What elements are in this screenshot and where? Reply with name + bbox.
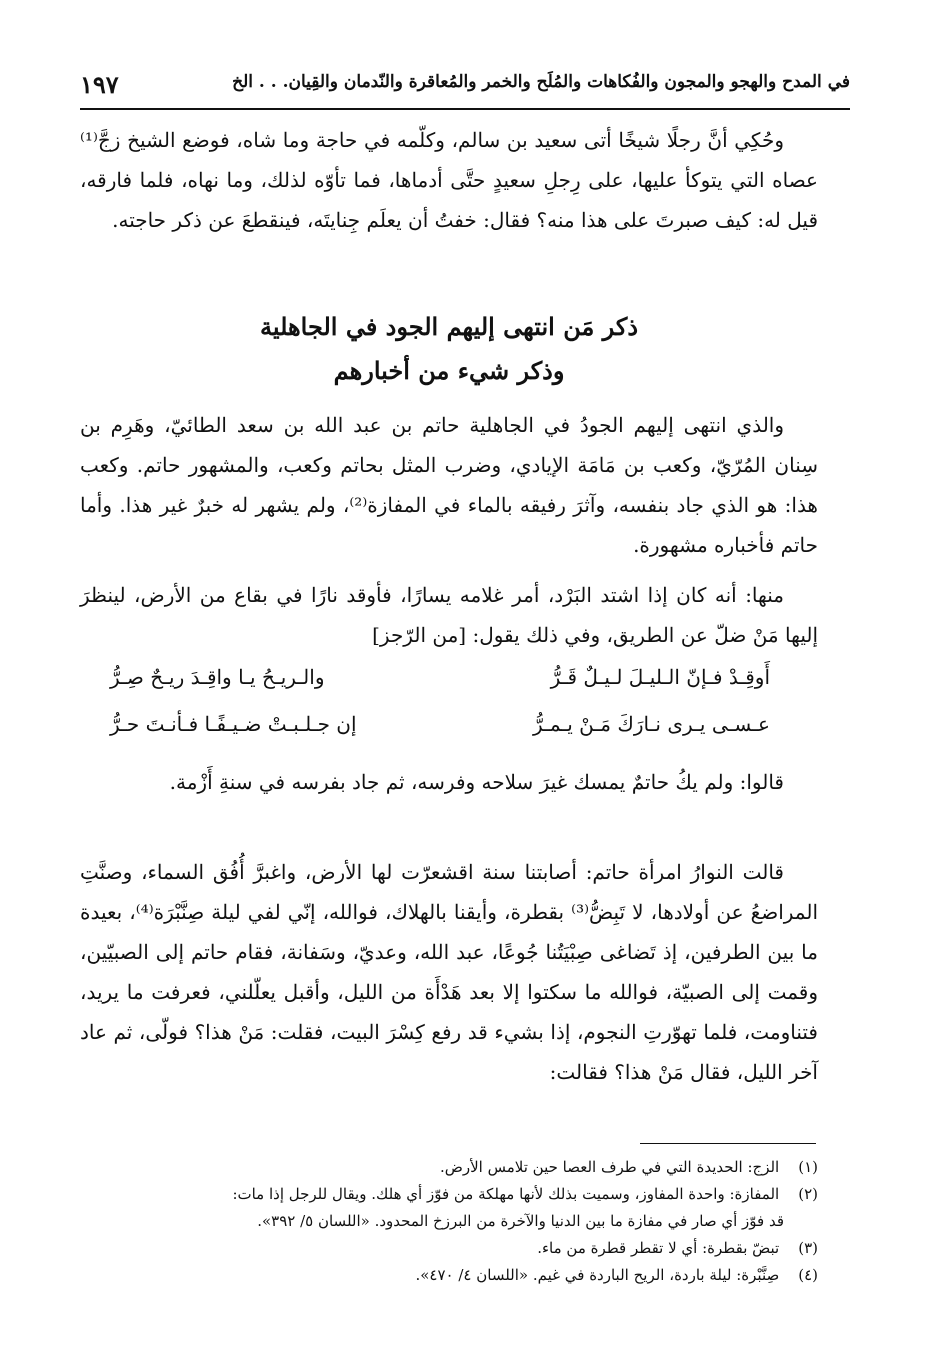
paragraph-text: وحُكِي أنَّ رجلًا شيخًا أتى سعيد بن سالم، وكلّمه في حاجة وما شاه، فوضع الشيخ زجَّ⁽¹⁾ عصاه التي يتوكأ عليها، على رِجلِ سعيدٍ حتَّى أدماها، فما تأوّه لذلك، وما نهاه، فلما فارقه، قيل له: كيف صبرتَ على هذا منه؟ فقال: خفتُ أن يعلَم جِنايتَه، فينقطعَ عن ذكر حاجته. <box>80 128 818 232</box>
paragraph-horse <box>80 762 818 802</box>
footnote-number: (٢) <box>798 1185 818 1203</box>
section-heading-line-2: وذكر شيء من أخبارهم <box>333 356 565 385</box>
poem-verse-1 <box>110 665 770 705</box>
footnote-number: (١) <box>798 1158 818 1176</box>
footnote-2 <box>80 1181 818 1235</box>
verse-first-hemistich: أَوقِـدْ فـإنّ الـليـلَ لـيـلٌ قَـرُّ <box>550 665 770 689</box>
running-title: في المدح والهجو والمجون والفُكاهات والمُلَح والخمر والمُعاقرة والنّدمان والقِيان. . . الخ <box>232 72 850 92</box>
poem-verse-2 <box>110 712 770 752</box>
page-header <box>80 62 850 110</box>
paragraph-text: والذي انتهى إليهم الجودُ في الجاهلية حاتم بن عبد الله بن سعد الطائيّ، وهَرِم بن سِنان المُرّيّ، وكعب بن مَامَة الإيادي، وضرب المثل بحاتم وكعب، والمشهور حاتم. وكعب هذا: هو الذي جاد بنفسه، وآثرَ رفيقه بالماء في المفازة⁽²⁾، ولم يشهر له خبرٌ غير هذا. وأما حاتم فأخباره مشهورة. <box>80 413 818 557</box>
footnotes <box>80 1154 818 1289</box>
footnote-text: الزج: الحديدة التي في طرف العصا حين تلامس الأرض. <box>439 1158 780 1176</box>
footnote-text: صِنَّبْرة: ليلة باردة، الريح الباردة في غيم. «اللسان ٤/ ٤٧٠». <box>415 1266 780 1284</box>
footnote-continuation: قد فوّز أي صار في مفازة ما بين الدنيا والآخرة من البرزخ المحدود. «اللسان ٥/ ٣٩٢». <box>257 1212 784 1230</box>
footnote-text: المفازة: واحدة المفاوز، وسميت بذلك لأنها مهلكة من فوّز أي هلك. ويقال للرجل إذا مات: <box>232 1185 780 1203</box>
footnote-4 <box>80 1262 818 1289</box>
footnote-number: (٣) <box>798 1239 818 1257</box>
section-heading-line-1: ذكر مَن انتهى إليهم الجود في الجاهلية <box>259 312 639 341</box>
footnote-divider <box>640 1143 816 1144</box>
paragraph-nawar <box>80 852 818 1092</box>
paragraph-anecdote <box>80 120 818 240</box>
footnote-number: (٤) <box>798 1266 818 1284</box>
verse-second-hemistich: والـريـحُ يـا واقِـدَ ريـحٌ صِـرُّ <box>110 665 325 689</box>
paragraph-text: قالوا: ولم يكُ حاتمٌ يمسك غيرَ سلاحه وفرسه، ثم جاد بفرسه في سنةِ أَزْمة. <box>169 770 784 794</box>
paragraph-text: قالت النوارُ امرأة حاتم: أصابتنا سنة اقشعرّت لها الأرض، واغبرَّ أُفُق السماء، وصنَّتِ المراضعُ عن أولادها، لا تَبِضُّ⁽³⁾ بقطرة، وأيقنا بالهلاك، فوالله، إنّي لفي ليلة صِنَّبْرَة⁽⁴⁾، بعيدة ما بين الطرفين، إذ تَضاغى صِبْيَتُنا جُوعًا، عبد الله، وعديّ، وسَفانة، فقام حاتم إلى الصبيّين، وقمت إلى الصبيّة، فوالله ما سكتوا إلا بعد هَدْأَة من الليل، وأقبل يعلّلني، فعرفت ما يريد، فتناومت، فلما تهوّرتِ النجوم، إذا بشيء قد رفع كِسْرَ البيت، فقلت: مَنْ هذا؟ فولّى، ثم عاد آخر الليل، فقال مَنْ هذا؟ فقالت: <box>80 860 818 1084</box>
footnote-1 <box>80 1154 818 1181</box>
verse-second-hemistich: إن جـلـبـتْ ضـيـفًـا فـأنـتَ حـرُّ <box>110 712 357 736</box>
paragraph-generous-men <box>80 405 818 565</box>
paragraph-text: منها: أنه كان إذا اشتد البَرْد، أمر غلامه يسارًا، فأوقد نارًا في بقاع من الأرض، لينظرَ إليها مَنْ ضلّ عن الطريق، وفي ذلك يقول: [من الرّجز] <box>80 583 818 647</box>
footnote-text: تبضّ بقطرة: أي لا تقطر قطرة من ماء. <box>537 1239 780 1257</box>
paragraph-fire <box>80 575 818 655</box>
verse-first-hemistich: عـسـى يـرى نـارَكَ مَـنْ يـمـرُّ <box>532 712 770 736</box>
footnote-3 <box>80 1235 818 1262</box>
page-number: ١٩٧ <box>80 70 119 99</box>
